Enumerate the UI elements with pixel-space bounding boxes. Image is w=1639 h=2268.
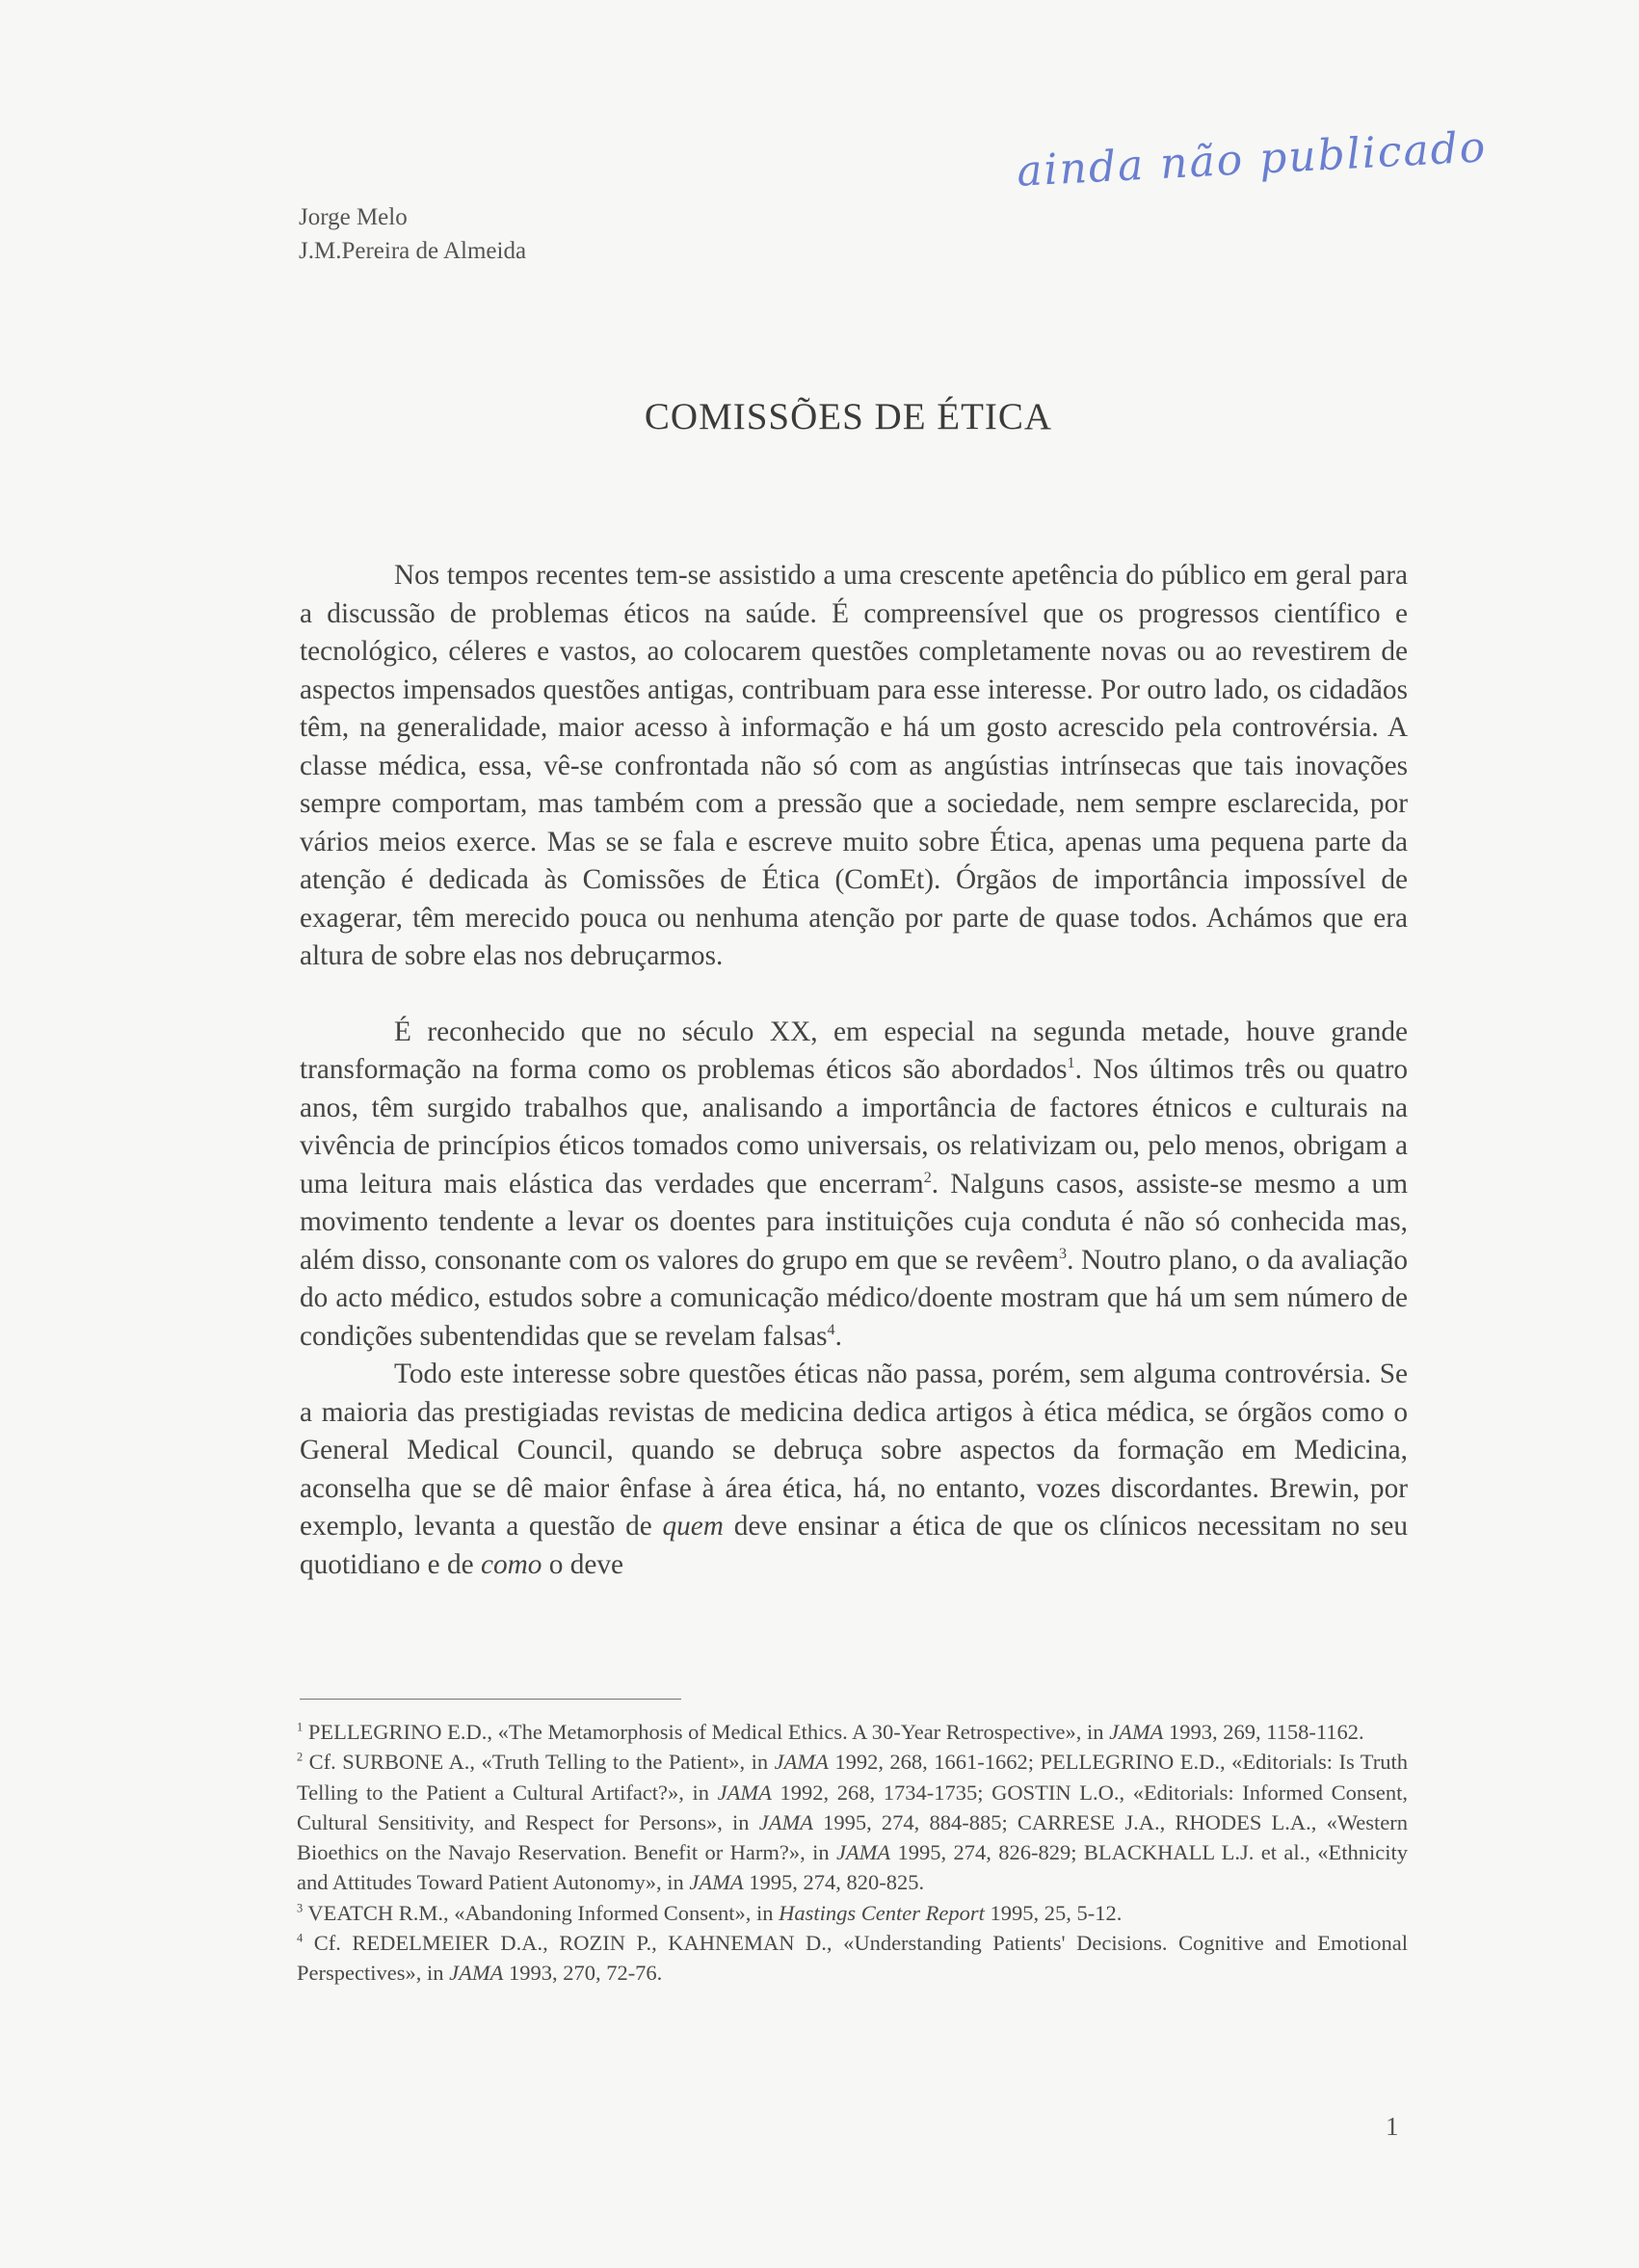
footnote-ref: 4 [827, 1321, 835, 1338]
document-title: COMISSÕES DE ÉTICA [644, 396, 1053, 437]
paragraph [300, 1356, 1408, 1584]
body-text [300, 557, 1408, 1584]
footnotes [297, 1717, 1408, 1989]
sentence: É reconhecido que no século XX, em especial na segunda metade, houve grande transformação na forma como os problemas éticos são abordados [300, 1015, 1408, 1085]
footnote-ref: 2 [923, 1169, 932, 1186]
sentence: deve ensinar a ética de que os clínicos necessitam no seu quotidiano e de [300, 1511, 1408, 1580]
footnote-separator [300, 1699, 681, 1700]
emphasis: como [480, 1548, 542, 1580]
page-number: 1 [1386, 2112, 1399, 2141]
footnote: $^3$ VEATCH R.M., «Abandoning Informed Consent», in Hastings Center Report 1995, 25, 5-12. [297, 1900, 1123, 1925]
footnote-ref: 3 [1059, 1245, 1068, 1262]
emphasis: quem [662, 1511, 724, 1542]
sentence: Todo este interesse sobre questões éticas não passa, porém, sem alguma controvérsia. Se a maioria das prestigiadas revistas de medicina dedica artigos à ética médica, se órgãos como o General Medical Council, quando se debruça sobre aspectos da formação em Medicina, aconselha que se dê maior ênfase à área ética, há, no entanto, vozes discordantes. Brewin, por exemplo, levanta a questão de [300, 1358, 1408, 1542]
authors-block [299, 200, 526, 268]
author-name: J.M.Pereira de Almeida [299, 238, 527, 264]
author-name: Jorge Melo [299, 204, 408, 230]
handwritten-annotation: ainda não publicado [1016, 122, 1489, 197]
sentence: Noutro plano, o da avaliação do acto médico, estudos sobre a comunicação médico/doente mostram que há um sem número de condições subentendidas que se revelam falsas [300, 1244, 1408, 1352]
sentence: Nos últimos três ou quatro anos, têm surgido trabalhos que, analisando a importância de factores étnicos e culturais na vivência de princípios éticos tomados como universais, os relativizam ou, pelo menos, obrigam a uma leitura mais elástica das verdades que encerram [300, 1054, 1408, 1200]
footnote: $^1$ PELLEGRINO E.D., «The Metamorphosis of Medical Ethics. A 30-Year Retrospective», in JAMA 1993, 269, 1158-1162. [297, 1720, 1364, 1744]
paragraph: É reconhecido que no século XX, em especial na segunda metade, houve grande transformação na forma como os problemas éticos são abordados$^1$. Nos últimos três ou quatro anos, têm surgido trabalhos que, analisando a importância de factores étnicos e culturais na vivência de princípios éticos tomados como universais, os relativizam ou, pelo menos, obrigam a uma leitura mais elástica das verdades que encerram$^2$. Nalguns casos, assiste-se mesmo a um movimento tendente a levar os doentes para instituições cuja conduta é não só conhecida mas, além disso, consonante com os valores do grupo em que se revêem$^3$. Noutro plano, o da avaliação do acto médico, estudos sobre a comunicação médico/doente mostram que há um sem número de condições subentendidas que se revelam falsas$^4$. [300, 1015, 1408, 1352]
paragraph: Nos tempos recentes tem-se assistido a uma crescente apetência do público em geral para a discussão de problemas éticos na saúde. É compreensível que os progressos científico e tecnológico, céleres e vastos, ao colocarem questões completamente novas ou ao revestirem de aspectos impensados questões antigas, contribuam para esse interesse. Por outro lado, os cidadãos têm, na generalidade, maior acesso à informação e há um gosto acrescido pela controvérsia. A classe médica, essa, vê-se confrontada não só com as angústias intrínsecas que tais inovações sempre comportam, mas também com a pressão que a sociedade, nem sempre esclarecida, por vários meios exerce. Mas se se fala e escreve muito sobre Ética, apenas uma pequena parte da atenção é dedicada às Comissões de Ética (ComEt). Órgãos de importância impossível de exagerar, têm merecido pouca ou nenhuma atenção por parte de quase todos. Achámos que era altura de sobre elas nos debruçarmos. [300, 560, 1408, 971]
footnote: $^2$ Cf. SURBONE A., «Truth Telling to the Patient», in JAMA 1992, 268, 1661-1662; PELLEGRINO E.D., «Editorials: Is Truth Telling to the Patient a Cultural Artifact?», in JAMA 1992, 268, 1734-1735; GOSTIN L.O., «Editorials: Informed Consent, Cultural Sensitivity, and Respect for Persons», in JAMA 1995, 274, 884-885; CARRESE J.A., RHODES L.A., «Western Bioethics on the Navajo Reservation. Benefit or Harm?», in JAMA 1995, 274, 826-829; BLACKHALL L.J. et al., «Ethnicity and Attitudes Toward Patient Autonomy», in JAMA 1995, 274, 820-825. [297, 1750, 1409, 1895]
sentence: Nalguns casos, assiste-se mesmo a um movimento tendente a levar os doentes para instituições cuja conduta é não só conhecida mas, além disso, consonante com os valores do grupo em que se revêem [300, 1168, 1408, 1276]
footnote: $^4$ Cf. REDELMEIER D.A., ROZIN P., KAHNEMAN D., «Understanding Patients' Decisions. Cognitive and Emotional Perspectives», in JAMA 1993, 270, 72-76. [297, 1931, 1409, 1986]
sentence: o deve [548, 1548, 624, 1580]
footnote-ref: 1 [1067, 1055, 1075, 1072]
